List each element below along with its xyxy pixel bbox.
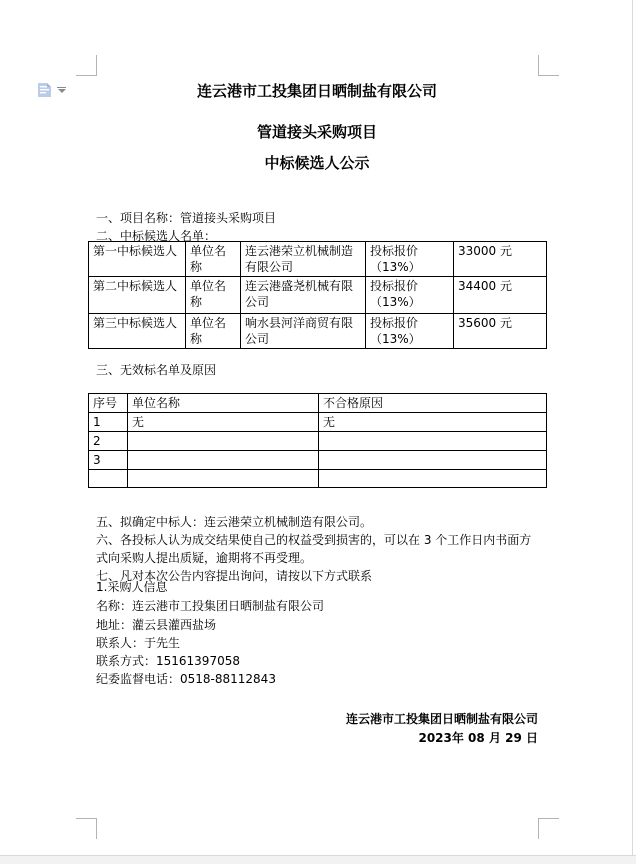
footer-company: 连云港市工投集团日晒制盐有限公司	[345, 712, 538, 726]
table-row	[89, 432, 547, 451]
table-row	[89, 413, 547, 432]
table-row	[89, 470, 547, 488]
price-value: 33000 元	[454, 242, 547, 277]
company-name: 连云港荣立机械制造有限公司	[241, 242, 366, 277]
contact-name: 名称：连云港市工投集团日晒制盐有限公司	[96, 599, 325, 613]
row-no: 3	[89, 451, 128, 470]
section-proposed-winner: 五、拟确定中标人：连云港荣立机械制造有限公司。	[96, 515, 373, 529]
contact-address: 地址：灌云县灌西盐场	[96, 618, 217, 632]
crop-mark-bottom-left	[76, 818, 97, 819]
field-label: 单位名称	[186, 242, 241, 277]
title-company: 连云港市工投集团日晒制盐有限公司	[196, 82, 437, 100]
row-no: 1	[89, 413, 128, 432]
row-no	[89, 470, 128, 488]
contact-phone: 联系方式：15161397058	[96, 654, 240, 668]
row-name	[128, 432, 319, 451]
chevron-down-icon[interactable]	[57, 87, 66, 93]
row-name	[128, 451, 319, 470]
row-reason	[319, 470, 547, 488]
crop-mark-top-right	[538, 55, 539, 76]
invalid-bids-table	[88, 393, 547, 488]
price-value: 34400 元	[454, 277, 547, 314]
col-header-no: 序号	[89, 394, 128, 413]
footer-date: 2023年 08 月 29 日	[418, 731, 538, 745]
contact-heading: 1.采购人信息	[96, 580, 168, 594]
crop-mark-top-left	[96, 55, 97, 76]
crop-mark-bottom-left	[96, 818, 97, 839]
table-row	[89, 242, 547, 277]
candidate-table	[88, 241, 547, 349]
row-reason: 无	[319, 413, 547, 432]
table-row	[89, 314, 547, 349]
title-project: 管道接头采购项目	[256, 123, 377, 141]
contact-person: 联系人：于先生	[96, 636, 181, 650]
row-name: 无	[128, 413, 319, 432]
paste-options-icon[interactable]	[36, 80, 54, 98]
title-announcement: 中标候选人公示	[264, 154, 370, 172]
candidate-rank: 第二中标候选人	[89, 277, 186, 314]
crop-mark-top-left	[76, 75, 97, 76]
section-objection-notice: 六、各投标人认为成交结果使自己的权益受到损害的，可以在 3 个工作日内书面方式向采购人提出质疑，逾期将不再受理。	[96, 533, 532, 565]
table-header-row	[89, 394, 547, 413]
crop-mark-bottom-right	[538, 818, 559, 819]
row-reason	[319, 432, 547, 451]
section-candidate-list-heading: 二、中标候选人名单：	[96, 229, 217, 243]
crop-mark-bottom-right	[538, 818, 539, 839]
field-label: 单位名称	[186, 314, 241, 349]
field-label: 单位名称	[186, 277, 241, 314]
candidate-rank: 第一中标候选人	[89, 242, 186, 277]
page-gap	[0, 856, 636, 864]
crop-mark-top-right	[538, 75, 559, 76]
table-row	[89, 451, 547, 470]
section-inquiry-contact: 七、凡对本次公告内容提出询问，请按以下方式联系	[96, 569, 373, 583]
company-name: 响水县河洋商贸有限公司	[241, 314, 366, 349]
col-header-reason: 不合格原因	[319, 394, 547, 413]
company-name: 连云港盛尧机械有限公司	[241, 277, 366, 314]
section-invalid-bids-heading: 三、无效标名单及原因	[96, 363, 217, 377]
section-project-name: 一、项目名称：管道接头采购项目	[96, 211, 277, 225]
price-label: 投标报价（13%）	[366, 314, 454, 349]
row-name	[128, 470, 319, 488]
contact-supervision-phone: 纪委监督电话：0518-88112843	[96, 672, 276, 686]
price-label: 投标报价（13%）	[366, 242, 454, 277]
col-header-name: 单位名称	[128, 394, 319, 413]
page-edge-right	[632, 0, 633, 856]
row-reason	[319, 451, 547, 470]
table-row	[89, 277, 547, 314]
candidate-rank: 第三中标候选人	[89, 314, 186, 349]
row-no: 2	[89, 432, 128, 451]
price-label: 投标报价（13%）	[366, 277, 454, 314]
price-value: 35600 元	[454, 314, 547, 349]
